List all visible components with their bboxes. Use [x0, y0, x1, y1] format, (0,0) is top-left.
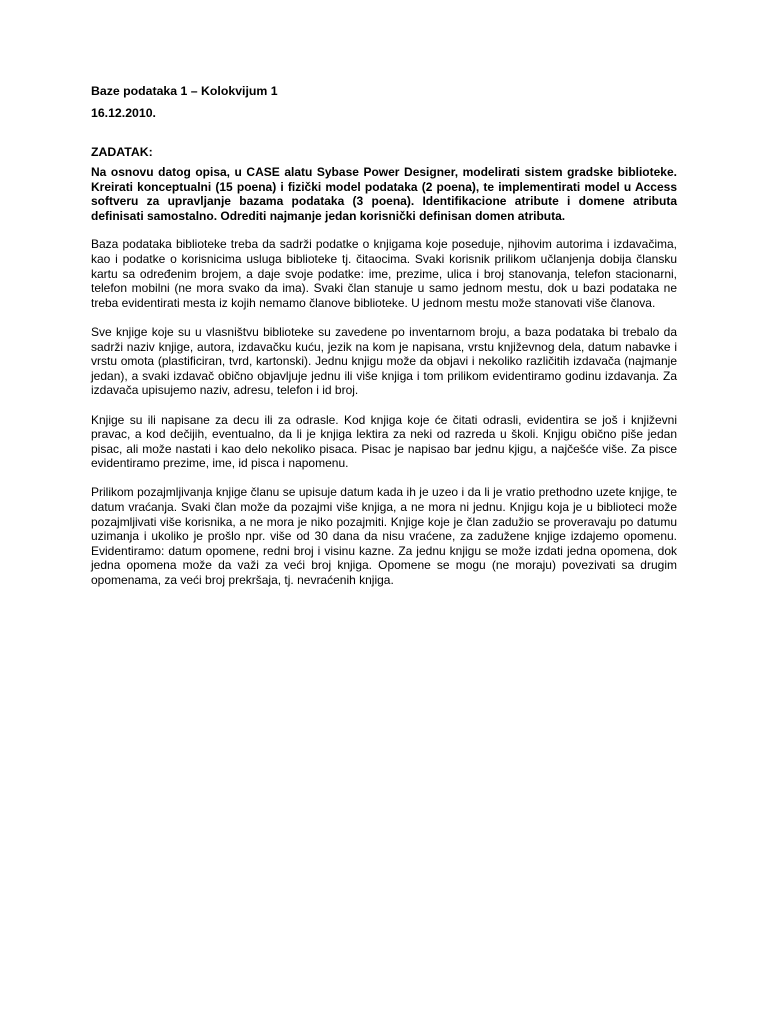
- document-date: 16.12.2010.: [91, 106, 156, 120]
- paragraph-books-publishers: Sve knjige koje su u vlasništvu biblioteke su zavedene po inventarnom broju, a baza podataka bi trebalo da sadrži naziv knjige, autora, izdavačku kuću, jezik na kom je napisana, vrstu književnog dela, datum nabavke i vrstu omota (plastificiran, tvrd, kartonski). Jednu knjigu može da objavi i nekoliko različitih izdavača (najmanje jedan), a svaki izdavač obično objavljuje jednu ili više knjiga i tom prilikom evidentiramo godinu izdavanja. Za izdavača upisujemo naziv, adresu, telefon i id broj.: [91, 324, 677, 398]
- document-page: [91, 84, 677, 602]
- task-label: ZADATAK:: [91, 145, 153, 159]
- paragraph-loans-warnings: Prilikom pozajmljivanja knjige članu se upisuje datum kada ih je uzeo i da li je vratio prethodno uzete knjige, te datum vraćanja. Svaki član može da pozajmi više knjiga, a ne mora ni jednu. Knjigu koja je u biblioteci može pozajmljivati više korisnika, a ne mora je niko pozajmiti. Knjige koje je član zadužio se proveravaju po datumu uzimanja i ukoliko je prošlo npr. više od 30 dana da nisu vraćene, za zadužene knjige izdajemo opomenu. Evidentiramo: datum opomene, redni broj i visinu kazne. Za jednu knjigu se može izdati jedna opomena, dok jedna opomena može da važi za veći broj knjiga. Opomene se mogu (ne moraju) povezivati sa drugim opomenama, za veći broj prekršaja, tj. nevraćenih knjiga.: [91, 485, 677, 588]
- paragraph-library-members: Baza podataka biblioteke treba da sadrži podatke o knjigama koje poseduje, njihovim autorima i izdavačima, kao i podatke o korisnicima usluga biblioteke tj. čitaocima. Svaki korisnik prilikom učlanjenja dobija člansku kartu sa određenim brojem, a daje svoje podatke: ime, prezime, ulica i broj stanovanja, telefon stacionarni, telefon mobilni (ne mora svako da ima). Svaki član stanuje u samo jednom mestu, dok u bazi podataka ne treba evidentirati mesta iz kojih nemamo članove biblioteke. U jednom mestu može stanovati više članova.: [91, 237, 677, 310]
- task-text: Na osnovu datog opisa, u CASE alatu Sybase Power Designer, modelirati sistem gradske biblioteke. Kreirati konceptualni (15 poena) i fizički model podataka (2 poena), te implementirati model u Access softveru za upravljanje bazama podataka (3 poena). Identifikacione atribute i domene atributa definisati samostalno. Odrediti najmanje jedan korisnički definisan domen atributa.: [91, 165, 677, 223]
- document-title: Baze podataka 1 – Kolokvijum 1: [91, 84, 278, 98]
- paragraph-book-types-authors: Knjige su ili napisane za decu ili za odrasle. Kod knjiga koje će čitati odrasli, evidentira se još i književni pravac, a kod dečijih, eventualno, da li je knjiga lektira za neki od razreda u školi. Knjigu obično piše jedan pisac, ali može nastati i kao delo nekoliko pisaca. Pisac je napisao bar jednu kjigu, a najčešće više. Za pisce evidentiramo prezime, ime, id pisca i napomenu.: [91, 412, 677, 471]
